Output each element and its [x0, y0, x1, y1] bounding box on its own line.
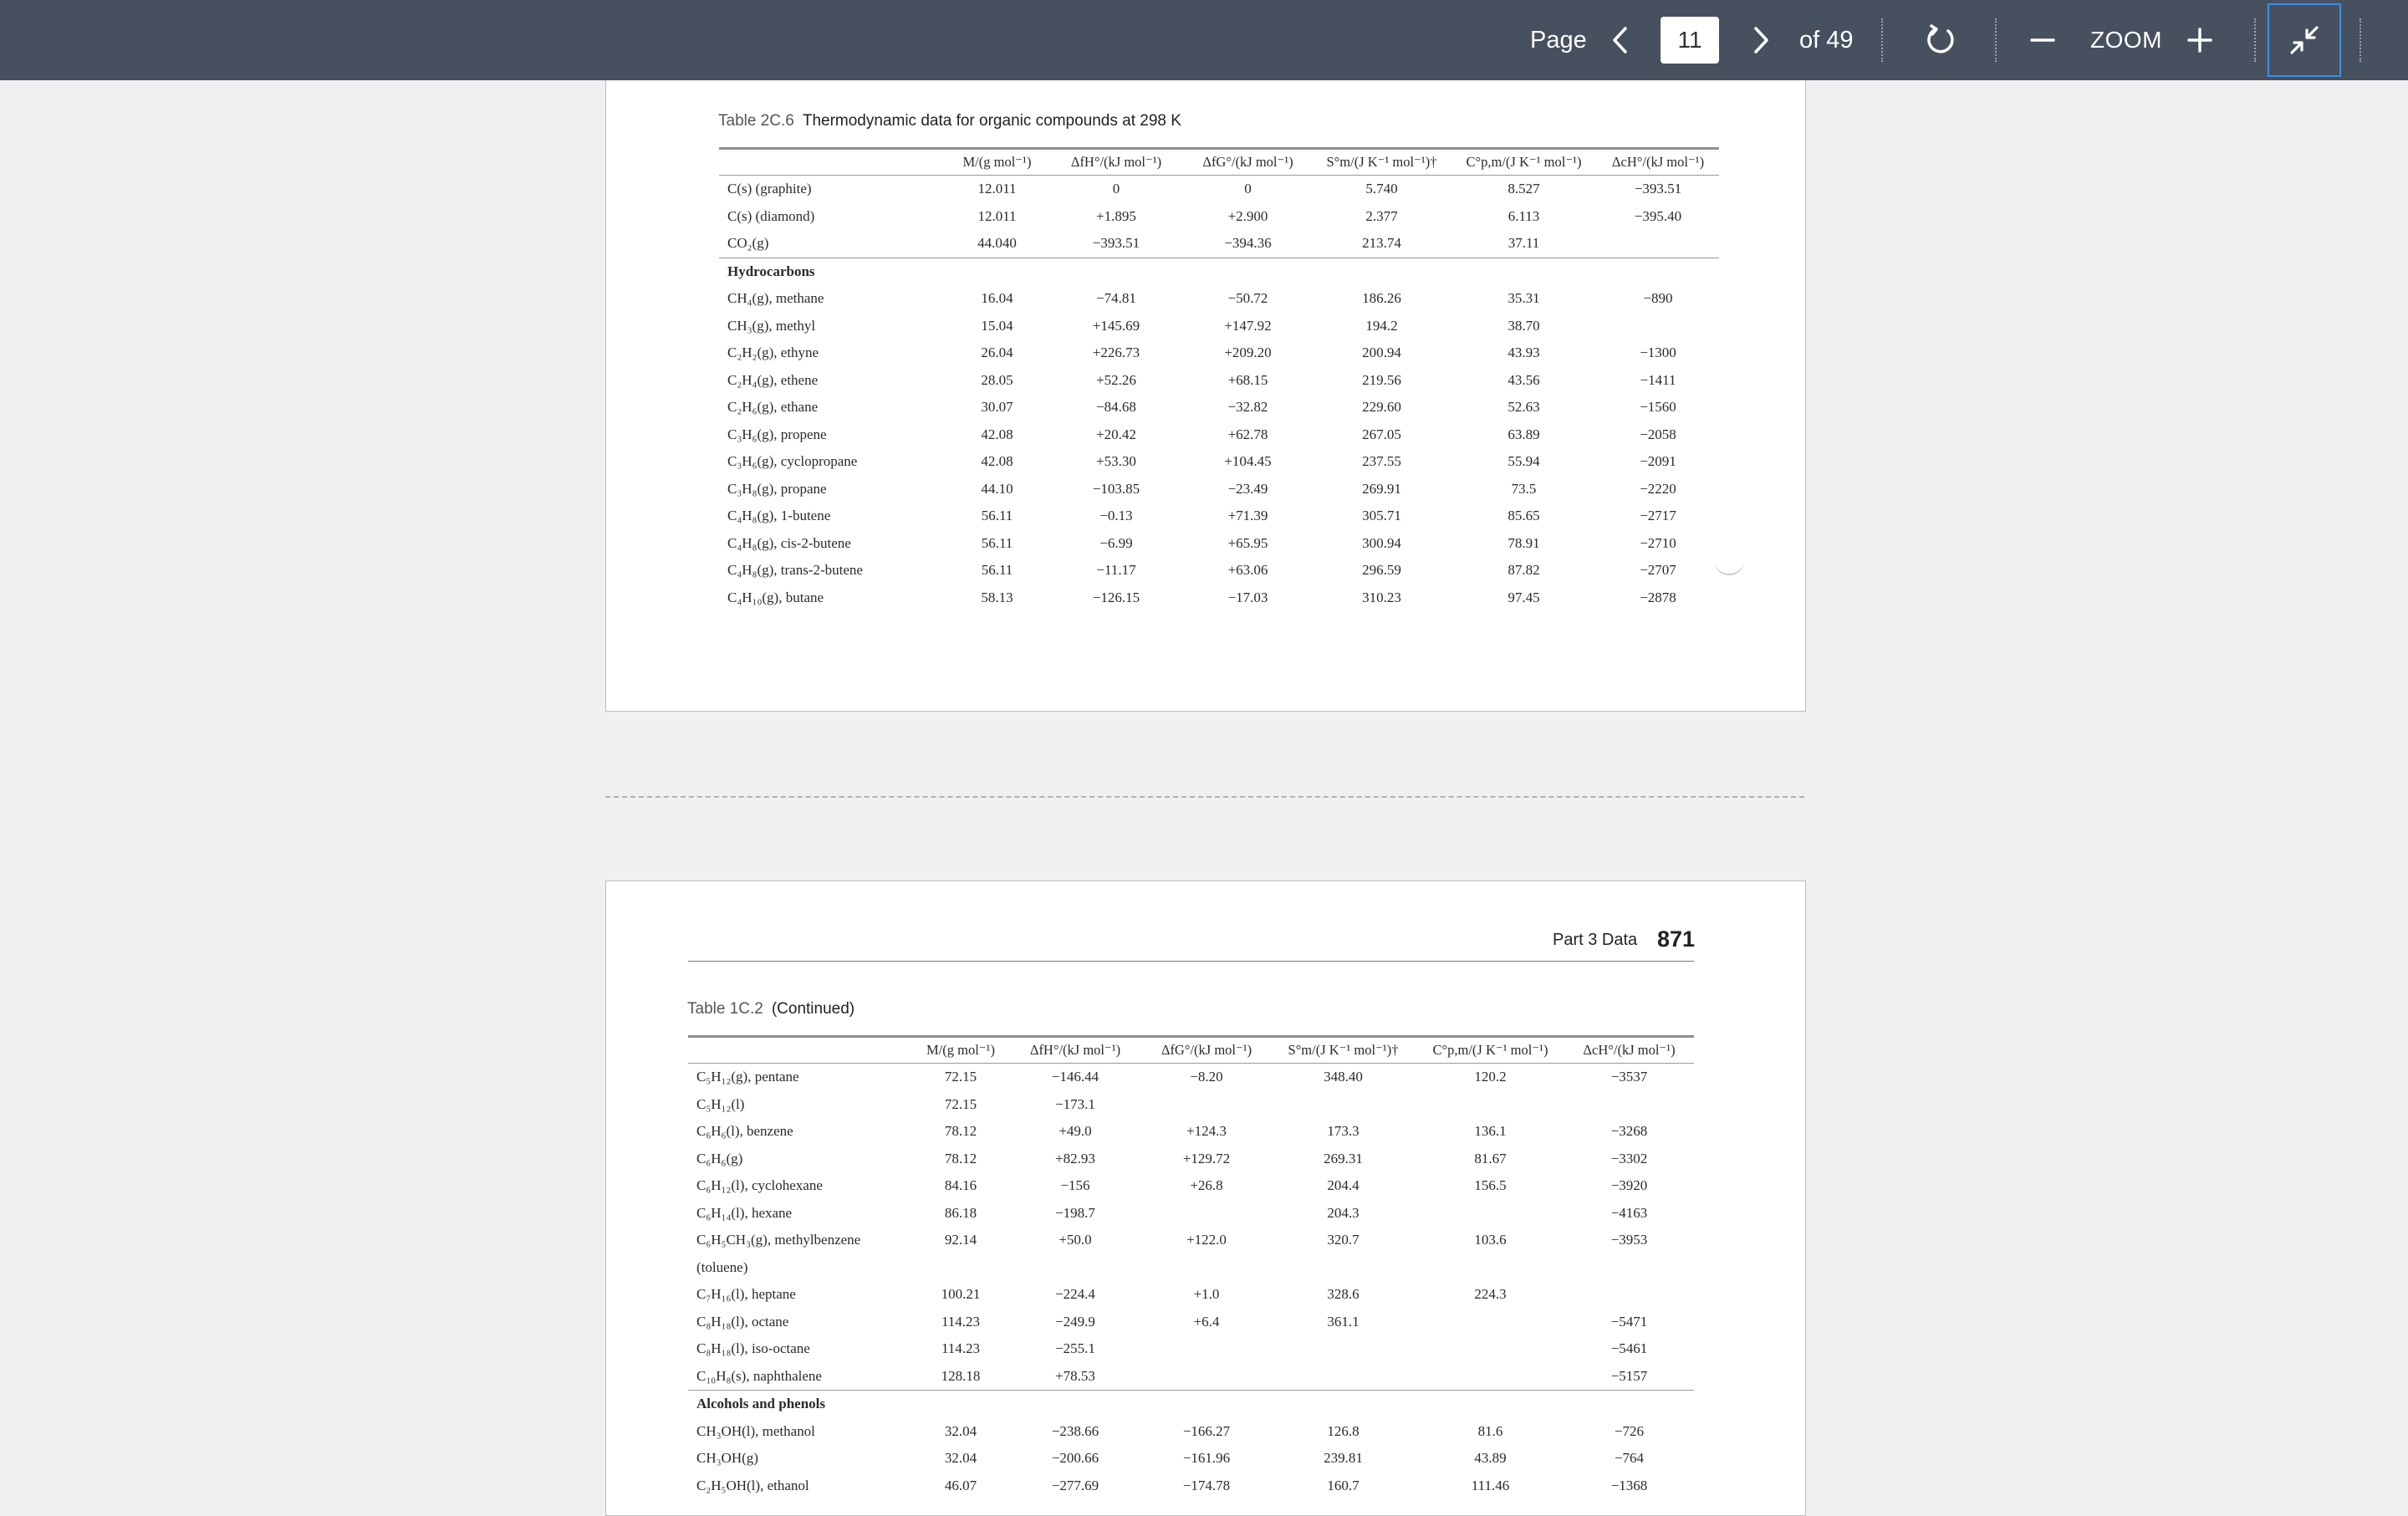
compound-cell: C₄H₈(g), trans-2-butene: [727, 562, 863, 579]
compound-cell: C₃H₈(g), propane: [727, 480, 827, 497]
compound-cell: C₆H₆(g): [696, 1150, 743, 1166]
enthalpy-formation-cell: −84.68: [1096, 399, 1136, 416]
molar-mass-cell: 32.04: [944, 1422, 977, 1439]
gibbs-formation-cell: −8.20: [1190, 1069, 1223, 1085]
heat-capacity-cell: [1416, 1335, 1564, 1363]
entropy-cell: [1270, 1254, 1416, 1282]
molar-mass-cell: 12.011: [977, 207, 1017, 224]
zoom-out-button[interactable]: [2023, 0, 2062, 80]
compound-cell: C₂H₆(g), ethane: [727, 399, 819, 416]
table-row: [688, 1363, 1694, 1391]
page-number: 871: [1657, 926, 1696, 952]
molar-mass-cell: 44.10: [981, 480, 1013, 497]
enthalpy-combustion-cell: −393.51: [1634, 181, 1682, 197]
column-header: M/(g mol⁻¹): [914, 1037, 1008, 1064]
enthalpy-combustion-cell: −1560: [1640, 399, 1676, 416]
enthalpy-combustion-cell: −1411: [1640, 371, 1676, 388]
entropy-cell: 200.94: [1362, 345, 1401, 361]
compound-cell: C₄H₈(g), 1-butene: [727, 508, 831, 524]
table-title: Thermodynamic data for organic compounds at 298 K: [802, 112, 1181, 130]
enthalpy-formation-cell: −0.13: [1099, 508, 1133, 524]
column-header: C°p,m/(J K⁻¹ mol⁻¹): [1451, 149, 1597, 176]
table-row: [688, 1091, 1694, 1119]
molar-mass-cell: 78.12: [944, 1123, 977, 1140]
enthalpy-combustion-cell: −5461: [1610, 1340, 1648, 1357]
heat-capacity-cell: 43.93: [1508, 345, 1540, 361]
molar-mass-cell: 32.04: [944, 1450, 977, 1467]
enthalpy-combustion-cell: [1564, 1281, 1694, 1309]
heat-capacity-cell: [1416, 1309, 1564, 1336]
compound-cell: C₆H₆(l), benzene: [696, 1123, 793, 1140]
compound-cell: C(s) (graphite): [727, 181, 812, 197]
enthalpy-formation-cell: −255.1: [1055, 1340, 1095, 1357]
column-header: ΔfH°/(kJ mol⁻¹): [1008, 1037, 1143, 1064]
thermo-table: [688, 1035, 1694, 1499]
heat-capacity-cell: 6.113: [1508, 207, 1540, 224]
previous-page-button[interactable]: [1604, 0, 1637, 80]
table-row: [719, 503, 1719, 530]
heat-capacity-cell: 63.89: [1508, 426, 1540, 442]
molar-mass-cell: 128.18: [941, 1367, 981, 1384]
viewer-toolbar: [0, 0, 2408, 80]
enthalpy-combustion-cell: [1564, 1091, 1694, 1119]
zoom-label: ZOOM: [2090, 27, 2162, 53]
column-header: C°p,m/(J K⁻¹ mol⁻¹): [1416, 1037, 1564, 1064]
gibbs-formation-cell: −32.82: [1227, 399, 1268, 416]
enthalpy-formation-cell: −6.99: [1099, 534, 1133, 551]
table-row: [688, 1227, 1694, 1254]
entropy-cell: 160.7: [1327, 1477, 1360, 1493]
entropy-cell: 239.81: [1324, 1450, 1363, 1467]
compound-cell: C₂H₅OH(l), ethanol: [696, 1477, 809, 1493]
enthalpy-formation-cell: −156: [1060, 1177, 1090, 1194]
entropy-cell: 269.31: [1324, 1150, 1363, 1166]
enthalpy-formation-cell: −103.85: [1092, 480, 1140, 497]
column-header: ΔfH°/(kJ mol⁻¹): [1049, 149, 1183, 176]
column-header: [719, 149, 945, 176]
enthalpy-formation-cell: −224.4: [1055, 1286, 1095, 1303]
enthalpy-formation-cell: +53.30: [1096, 453, 1136, 470]
running-head: Part 3 Data: [1553, 931, 1638, 949]
compound-cell: C(s) (diamond): [727, 207, 815, 224]
compound-cell: C₁₀H₈(s), naphthalene: [696, 1367, 822, 1384]
enthalpy-combustion-cell: −2878: [1640, 589, 1676, 605]
enthalpy-formation-cell: −74.81: [1096, 290, 1136, 307]
compound-cell: C₆H₅CH₃(g), methylbenzene: [696, 1232, 861, 1248]
heat-capacity-cell: 224.3: [1474, 1286, 1507, 1303]
molar-mass-cell: 86.18: [944, 1204, 977, 1221]
gibbs-formation-cell: −166.27: [1182, 1422, 1231, 1439]
heat-capacity-cell: 97.45: [1508, 589, 1540, 605]
page-label: Page: [1530, 26, 1587, 54]
gibbs-formation-cell: −17.03: [1227, 589, 1268, 605]
enthalpy-combustion-cell: −2707: [1640, 562, 1676, 579]
molar-mass-cell: 72.15: [944, 1095, 977, 1112]
enthalpy-combustion-cell: [1597, 230, 1719, 258]
page-divider: [605, 796, 1804, 798]
enthalpy-formation-cell: +78.53: [1055, 1367, 1095, 1384]
entropy-cell: 267.05: [1362, 426, 1401, 442]
enthalpy-combustion-cell: −3953: [1610, 1232, 1648, 1248]
toolbar-divider: [2360, 18, 2361, 62]
gibbs-formation-cell: +26.8: [1190, 1177, 1223, 1194]
section-heading: Hydrocarbons: [719, 258, 1719, 285]
table-row: [688, 1309, 1694, 1336]
compound-cell: C₄H₁₀(g), butane: [727, 589, 824, 605]
table-row: [719, 230, 1719, 258]
gibbs-formation-cell: +122.0: [1186, 1232, 1227, 1248]
enthalpy-formation-cell: +82.93: [1055, 1150, 1095, 1166]
enthalpy-combustion-cell: [1597, 313, 1719, 340]
molar-mass-cell: 42.08: [981, 426, 1013, 442]
enthalpy-combustion-cell: −3302: [1610, 1150, 1648, 1166]
enthalpy-combustion-cell: −5471: [1610, 1313, 1648, 1330]
enthalpy-combustion-cell: −2058: [1640, 426, 1676, 442]
compound-cell: C₃H₆(g), cyclopropane: [727, 453, 858, 470]
heat-capacity-cell: 81.6: [1477, 1422, 1503, 1439]
enthalpy-formation-cell: −393.51: [1092, 235, 1140, 252]
enthalpy-combustion-cell: −395.40: [1634, 207, 1682, 224]
table-row: [688, 1200, 1694, 1228]
gibbs-formation-cell: +71.39: [1227, 508, 1268, 524]
heat-capacity-cell: 38.70: [1508, 317, 1540, 334]
enthalpy-formation-cell: +49.0: [1059, 1123, 1092, 1140]
plus-icon: [2186, 27, 2213, 54]
table-title: (Continued): [771, 1000, 855, 1018]
enthalpy-combustion-cell: −764: [1614, 1450, 1645, 1467]
table-row: [719, 476, 1719, 503]
enthalpy-formation-cell: +226.73: [1092, 345, 1140, 361]
heat-capacity-cell: [1416, 1363, 1564, 1391]
compound-cell: C₈H₁₈(l), iso-octane: [696, 1340, 810, 1357]
entropy-cell: 186.26: [1362, 290, 1401, 307]
entropy-cell: 173.3: [1327, 1123, 1360, 1140]
table-row: [688, 1281, 1694, 1309]
toolbar-divider: [1995, 18, 1997, 62]
heat-capacity-cell: [1416, 1200, 1564, 1228]
entropy-cell: 328.6: [1327, 1286, 1360, 1303]
enthalpy-formation-cell: −200.66: [1051, 1450, 1099, 1467]
rotate-button[interactable]: [1920, 0, 1962, 80]
molar-mass-cell: 92.14: [944, 1232, 977, 1248]
enthalpy-combustion-cell: −3920: [1610, 1177, 1648, 1194]
compound-cell: C₅H₁₂(l): [696, 1095, 745, 1112]
entropy-cell: 2.377: [1365, 207, 1398, 224]
molar-mass-cell: 84.16: [944, 1177, 977, 1194]
entropy-cell: 5.740: [1365, 181, 1398, 197]
compound-cell: C₇H₁₆(l), heptane: [696, 1286, 796, 1303]
heat-capacity-cell: 55.94: [1508, 453, 1540, 470]
table-row: [688, 1335, 1694, 1363]
table-row: [719, 557, 1719, 584]
gibbs-formation-cell: −174.78: [1182, 1477, 1231, 1493]
table-row: [688, 1146, 1694, 1173]
compound-cell: C₃H₆(g), propene: [727, 426, 827, 442]
gibbs-formation-cell: +1.0: [1193, 1286, 1220, 1303]
table-row: [719, 313, 1719, 340]
heat-capacity-cell: 120.2: [1474, 1069, 1507, 1085]
enthalpy-combustion-cell: −2717: [1640, 508, 1676, 524]
heat-capacity-cell: 37.11: [1508, 235, 1540, 252]
enthalpy-combustion-cell: −890: [1643, 290, 1673, 307]
section-heading: Alcohols and phenols: [688, 1391, 1694, 1418]
entropy-cell: [1270, 1335, 1416, 1363]
gibbs-formation-cell: [1143, 1200, 1270, 1228]
enthalpy-formation-cell: −11.17: [1096, 562, 1136, 579]
gibbs-formation-cell: +209.20: [1224, 345, 1272, 361]
molar-mass-cell: 56.11: [981, 534, 1013, 551]
section-row: [719, 258, 1719, 285]
zoom-in-button[interactable]: [2181, 0, 2219, 80]
molar-mass-cell: 58.13: [981, 589, 1013, 605]
compound-cell: C₆H₁₂(l), cyclohexane: [696, 1177, 823, 1194]
compound-cell: CH₄(g), methane: [727, 290, 824, 307]
enthalpy-formation-cell: 0: [1112, 181, 1120, 197]
enthalpy-combustion-cell: −726: [1614, 1422, 1645, 1439]
table-row: [719, 339, 1719, 367]
entropy-cell: 296.59: [1362, 562, 1401, 579]
entropy-cell: 300.94: [1362, 534, 1401, 551]
table-header-row: [688, 1037, 1694, 1064]
molar-mass-cell: 56.11: [981, 508, 1013, 524]
table-number: Table 1C.2: [687, 1000, 763, 1018]
enthalpy-combustion-cell: −1300: [1640, 345, 1676, 361]
entropy-cell: 320.7: [1327, 1232, 1360, 1248]
total-pages-label: of 49: [1799, 26, 1854, 54]
enthalpy-combustion-cell: −2091: [1640, 453, 1676, 470]
enthalpy-formation-cell: +20.42: [1096, 426, 1136, 442]
compound-cell: C₈H₁₈(l), octane: [696, 1313, 789, 1330]
gibbs-formation-cell: +124.3: [1186, 1123, 1227, 1140]
heat-capacity-cell: [1416, 1091, 1564, 1119]
enthalpy-combustion-cell: −3268: [1610, 1123, 1648, 1140]
gibbs-formation-cell: +147.92: [1224, 317, 1272, 334]
collapse-icon: [2288, 23, 2321, 57]
molar-mass-cell: 100.21: [941, 1286, 981, 1303]
entropy-cell: 213.74: [1362, 235, 1401, 252]
enthalpy-formation-cell: −173.1: [1055, 1095, 1095, 1112]
table-row: [719, 176, 1719, 203]
column-header: ΔcH°/(kJ mol⁻¹): [1564, 1037, 1694, 1064]
compound-cell: C₄H₈(g), cis-2-butene: [727, 534, 851, 551]
heat-capacity-cell: 78.91: [1508, 534, 1540, 551]
heat-capacity-cell: 52.63: [1508, 399, 1540, 416]
gibbs-formation-cell: [1143, 1091, 1270, 1119]
gibbs-formation-cell: +62.78: [1227, 426, 1268, 442]
entropy-cell: [1270, 1091, 1416, 1119]
gibbs-formation-cell: +129.72: [1182, 1150, 1231, 1166]
heat-capacity-cell: 136.1: [1474, 1123, 1507, 1140]
entropy-cell: 348.40: [1324, 1069, 1363, 1085]
enthalpy-formation-cell: −146.44: [1051, 1069, 1099, 1085]
column-header: S°m/(J K⁻¹ mol⁻¹)†: [1313, 149, 1451, 176]
table-number: Table 2C.6: [718, 112, 794, 130]
enthalpy-formation-cell: −198.7: [1055, 1204, 1095, 1221]
molar-mass-cell: 42.08: [981, 453, 1013, 470]
exit-fullscreen-button[interactable]: [2268, 3, 2341, 77]
table-row: [719, 394, 1719, 421]
entropy-cell: 194.2: [1365, 317, 1398, 334]
column-header: [688, 1037, 914, 1064]
table-row: [719, 448, 1719, 476]
table-row: [719, 530, 1719, 558]
molar-mass-cell: 114.23: [941, 1313, 981, 1330]
entropy-cell: 361.1: [1327, 1313, 1360, 1330]
molar-mass-cell: 72.15: [944, 1069, 977, 1085]
table-row: [688, 1064, 1694, 1091]
gibbs-formation-cell: −50.72: [1227, 290, 1268, 307]
heat-capacity-cell: 43.56: [1508, 371, 1540, 388]
table-row: [719, 584, 1719, 612]
molar-mass-cell: 12.011: [977, 181, 1017, 197]
molar-mass-cell: 56.11: [981, 562, 1013, 579]
gibbs-formation-cell: −161.96: [1182, 1450, 1231, 1467]
gibbs-formation-cell: −394.36: [1224, 235, 1272, 252]
heat-capacity-cell: 8.527: [1508, 181, 1540, 197]
enthalpy-combustion-cell: −5157: [1610, 1367, 1648, 1384]
column-header: S°m/(J K⁻¹ mol⁻¹)†: [1270, 1037, 1416, 1064]
table-header-row: [719, 149, 1719, 176]
molar-mass-cell: 78.12: [944, 1150, 977, 1166]
compound-cell: C₂H₂(g), ethyne: [727, 345, 819, 361]
gibbs-formation-cell: [1143, 1363, 1270, 1391]
table-row: [688, 1473, 1694, 1500]
entropy-cell: 305.71: [1362, 508, 1401, 524]
compound-cell: C₅H₁₂(g), pentane: [696, 1069, 799, 1085]
heat-capacity-cell: 35.31: [1508, 290, 1540, 307]
compound-cell: CO₂(g): [727, 235, 769, 252]
gibbs-formation-cell: +6.4: [1193, 1313, 1220, 1330]
heat-capacity-cell: 87.82: [1508, 562, 1540, 579]
table-caption: [718, 112, 1181, 130]
table-row: [688, 1118, 1694, 1146]
toolbar-divider: [1881, 18, 1883, 62]
enthalpy-combustion-cell: −1368: [1610, 1477, 1648, 1493]
compound-cell: (toluene): [696, 1258, 748, 1275]
enthalpy-formation-cell: +50.0: [1059, 1232, 1092, 1248]
gibbs-formation-cell: [1143, 1254, 1270, 1282]
molar-mass-cell: 44.040: [977, 235, 1017, 252]
gibbs-formation-cell: [1143, 1335, 1270, 1363]
gibbs-formation-cell: −23.49: [1227, 480, 1268, 497]
heat-capacity-cell: 43.89: [1474, 1450, 1507, 1467]
entropy-cell: 237.55: [1362, 453, 1401, 470]
column-header: ΔfG°/(kJ mol⁻¹): [1183, 149, 1313, 176]
document-page-current: [605, 881, 1806, 1516]
table-row: [688, 1445, 1694, 1473]
minus-icon: [2029, 27, 2056, 54]
heat-capacity-cell: 73.5: [1511, 480, 1537, 497]
thermo-table: [719, 147, 1719, 611]
molar-mass-cell: 16.04: [981, 290, 1013, 307]
compound-cell: C₂H₄(g), ethene: [727, 371, 819, 388]
gibbs-formation-cell: +65.95: [1227, 534, 1268, 551]
table-row: [719, 367, 1719, 395]
molar-mass-cell: 46.07: [944, 1477, 977, 1493]
page-number-input[interactable]: [1661, 17, 1719, 64]
heat-capacity-cell: 111.46: [1471, 1477, 1510, 1493]
column-header: ΔfG°/(kJ mol⁻¹): [1143, 1037, 1270, 1064]
entropy-cell: 204.4: [1327, 1177, 1360, 1194]
molar-mass-cell: 28.05: [981, 371, 1013, 388]
entropy-cell: 229.60: [1362, 399, 1401, 416]
enthalpy-formation-cell: +1.895: [1096, 207, 1136, 224]
enthalpy-formation-cell: −238.66: [1051, 1422, 1099, 1439]
compound-cell: C₆H₁₄(l), hexane: [696, 1204, 793, 1221]
molar-mass-cell: 30.07: [981, 399, 1013, 416]
enthalpy-formation-cell: [1008, 1254, 1143, 1282]
enthalpy-combustion-cell: [1564, 1254, 1694, 1282]
header-rule: [688, 961, 1694, 962]
document-page-previous: [605, 80, 1806, 712]
heat-capacity-cell: 85.65: [1508, 508, 1540, 524]
rotate-icon: [1924, 23, 1957, 57]
gibbs-formation-cell: 0: [1244, 181, 1252, 197]
heat-capacity-cell: [1416, 1254, 1564, 1282]
enthalpy-combustion-cell: −4163: [1610, 1204, 1648, 1221]
enthalpy-combustion-cell: −2220: [1640, 480, 1676, 497]
entropy-cell: 219.56: [1362, 371, 1401, 388]
table-caption: [687, 1000, 855, 1018]
heat-capacity-cell: 81.67: [1474, 1150, 1507, 1166]
molar-mass-cell: 15.04: [981, 317, 1013, 334]
molar-mass-cell: 26.04: [981, 345, 1013, 361]
compound-cell: CH₃OH(l), methanol: [696, 1422, 815, 1439]
heat-capacity-cell: 156.5: [1474, 1177, 1507, 1194]
toolbar-divider: [2254, 18, 2256, 62]
molar-mass-cell: 114.23: [941, 1340, 981, 1357]
gibbs-formation-cell: +2.900: [1227, 207, 1268, 224]
enthalpy-combustion-cell: −3537: [1610, 1069, 1648, 1085]
entropy-cell: [1270, 1363, 1416, 1391]
heat-capacity-cell: 103.6: [1474, 1232, 1507, 1248]
entropy-cell: 204.3: [1327, 1204, 1360, 1221]
gibbs-formation-cell: +104.45: [1224, 453, 1272, 470]
table-row: [719, 421, 1719, 449]
entropy-cell: 310.23: [1362, 589, 1401, 605]
enthalpy-formation-cell: −277.69: [1051, 1477, 1099, 1493]
gibbs-formation-cell: +68.15: [1227, 371, 1268, 388]
enthalpy-formation-cell: +52.26: [1096, 371, 1136, 388]
entropy-cell: 269.91: [1362, 480, 1401, 497]
column-header: ΔcH°/(kJ mol⁻¹): [1597, 149, 1719, 176]
table-row: [688, 1254, 1694, 1282]
compound-cell: CH₃(g), methyl: [727, 317, 816, 334]
compound-cell: CH₃OH(g): [696, 1450, 758, 1467]
table-row: [688, 1172, 1694, 1200]
column-header: M/(g mol⁻¹): [945, 149, 1049, 176]
enthalpy-combustion-cell: −2710: [1640, 534, 1676, 551]
next-page-button[interactable]: [1744, 0, 1778, 80]
enthalpy-formation-cell: +145.69: [1092, 317, 1140, 334]
section-row: [688, 1391, 1694, 1418]
table-row: [719, 285, 1719, 313]
table-row: [688, 1418, 1694, 1446]
table-row: [719, 203, 1719, 231]
enthalpy-formation-cell: −126.15: [1092, 589, 1140, 605]
gibbs-formation-cell: +63.06: [1227, 562, 1268, 579]
enthalpy-formation-cell: −249.9: [1055, 1313, 1095, 1330]
chevron-right-icon: [1752, 26, 1770, 54]
molar-mass-cell: [914, 1254, 1008, 1282]
chevron-left-icon: [1611, 26, 1630, 54]
entropy-cell: 126.8: [1327, 1422, 1360, 1439]
